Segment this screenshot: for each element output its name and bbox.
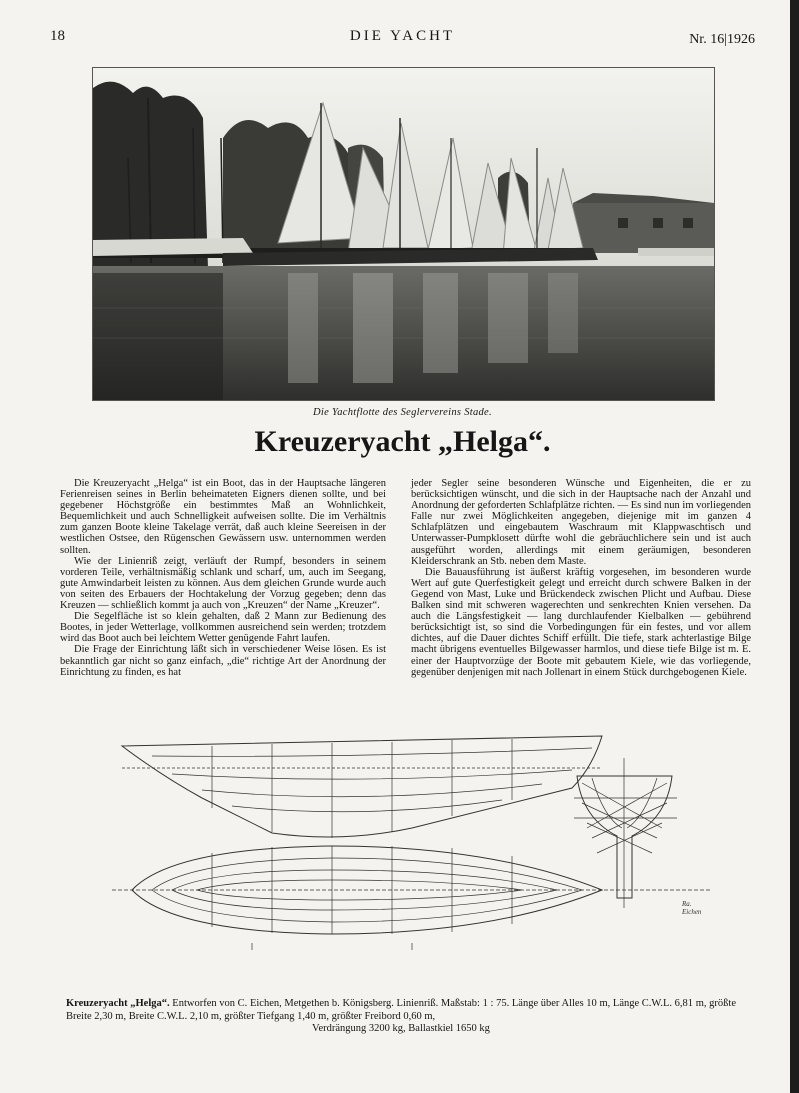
figure-caption bbox=[66, 998, 736, 1036]
page-edge-shadow bbox=[790, 0, 799, 1093]
article-right-column bbox=[411, 478, 751, 678]
issue-number: Nr. 16|1926 bbox=[689, 32, 755, 47]
figure-caption-line2: Verdrängung 3200 kg, Ballastkiel 1650 kg bbox=[312, 1023, 490, 1034]
paragraph: Die Bauausführung ist äußerst kräftig vorgesehen, im besonderen wurde Wert auf gute Querfestigkeit gelegt und erreicht durch schwere Balken in der Gegend von Mast, Luke und Brückendeck zwischen Plicht und Aufbau. Diese Balken sind mit schweren wagerechten und senkrechten Knien versehen. Da auch die Längsfestigkeit — lang durchlaufender Kielbalken — gebührend berücksichtigt ist, so sind die Vorbedingungen für ein festes, und vor allem dichtes, auf die Dauer dichtes Schiff erfüllt. Die tiefe, stark achterlastige Bilge macht übrigens eventuelles Bilgewasser harmlos, und diese tiefe Bilge ist m. E. einer der Hauptvorzüge der Boote mit gebautem Kiele, wie das vorliegende, gegenüber denjenigen mit nach Jollenart in einem Stück durchgebogenen Kiele. bbox=[411, 566, 751, 678]
page-header bbox=[50, 28, 755, 52]
figure-caption-title: Kreuzeryacht „Helga“. bbox=[66, 998, 170, 1009]
article-title: Kreuzeryacht „Helga“. bbox=[254, 425, 551, 458]
figure-caption-text: Entworfen von C. Eichen, Metgethen b. Königsberg. Linienriß. Maßstab: 1 : 75. Länge über Alles 10 m, Länge C.W.L. 6,81 m, größte Breite 2,30 m, Breite C.W.L. 2,10 m, größter Tiefgang 1,40 m, größter Freibord 0,60 m, bbox=[66, 998, 736, 1022]
paragraph: jeder Segler seine besonderen Wünsche und Eigenheiten, die er zu berücksichtigen wünscht, und die sich in der Hauptsache nach der Anzahl und Anordnung der geforderten Schlafplätze richten. — Es sind nun im vorliegenden Falle nur zwei Möglichkeiten angegeben, diejenige mit im ganzen 4 Schlafplätzen und eingebautem Waschraum mit Klappwaschtisch und Unterwasser-Pumpklosett dürfte wohl die gebräuchlichere sein und ist auch ausgeführt worden, allerdings mit einem geräumigen, besonderen Kleiderschrank an Stb. neben dem Maste. bbox=[411, 478, 751, 567]
paragraph: Die Segelfläche ist so klein gehalten, daß 2 Mann zur Bedienung des Bootes, in jeder Wetterlage, vollkommen ausreichend sein werden; trotzdem wird das Boot auch bei leichtem Wetter genügende Fahrt laufen. bbox=[60, 611, 386, 645]
paragraph: Wie der Linienriß zeigt, verläuft der Rumpf, besonders in seinem vorderen Teile, verhältnismäßig schlank und scharf, um, auch im Seegang, gute Amwindarbeit leisten zu können. Aus dem gleichen Grunde wurde auch von seiten des Erbauers der Hochtakelung der Vorzug gegeben; denn das Kreuzen — schließlich kommt ja auch von „Kreuzen“ der Name „Kreuzer“. bbox=[60, 555, 386, 612]
page-number: 18 bbox=[50, 28, 65, 44]
designer-signature: Ra. Eichen bbox=[682, 900, 702, 916]
paragraph: Die Kreuzeryacht „Helga“ ist ein Boot, das in der Hauptsache längeren Ferienreisen seines in Berlin beheimateten Eigners dienen sollte, und bei gegebener Höchstgröße ein bestimmtes Maß an Wohnlichkeit, Bequemlichkeit und auch Schnelligkeit aufweisen sollte. Die im Verhältnis zum ganzen Boote kleine Takelage verrät, daß auch kleine Seereisen in der westlichen Ostsee, den Rügenschen Gewässern usw. unternommen werden sollten. bbox=[60, 478, 386, 556]
yacht-fleet-photo bbox=[92, 67, 715, 401]
lines-plan-drawing bbox=[112, 728, 712, 960]
photo-caption: Die Yachtflotte des Seglervereins Stade. bbox=[313, 407, 492, 418]
article-left-column bbox=[60, 478, 386, 678]
magazine-title: DIE YACHT bbox=[349, 28, 456, 44]
paragraph: Die Frage der Einrichtung läßt sich in verschiedener Weise lösen. Es ist bekanntlich gar nicht so ganz einfach, „die“ richtige Art der Anordnung der Einrichtung zu finden, es hat bbox=[60, 644, 386, 678]
